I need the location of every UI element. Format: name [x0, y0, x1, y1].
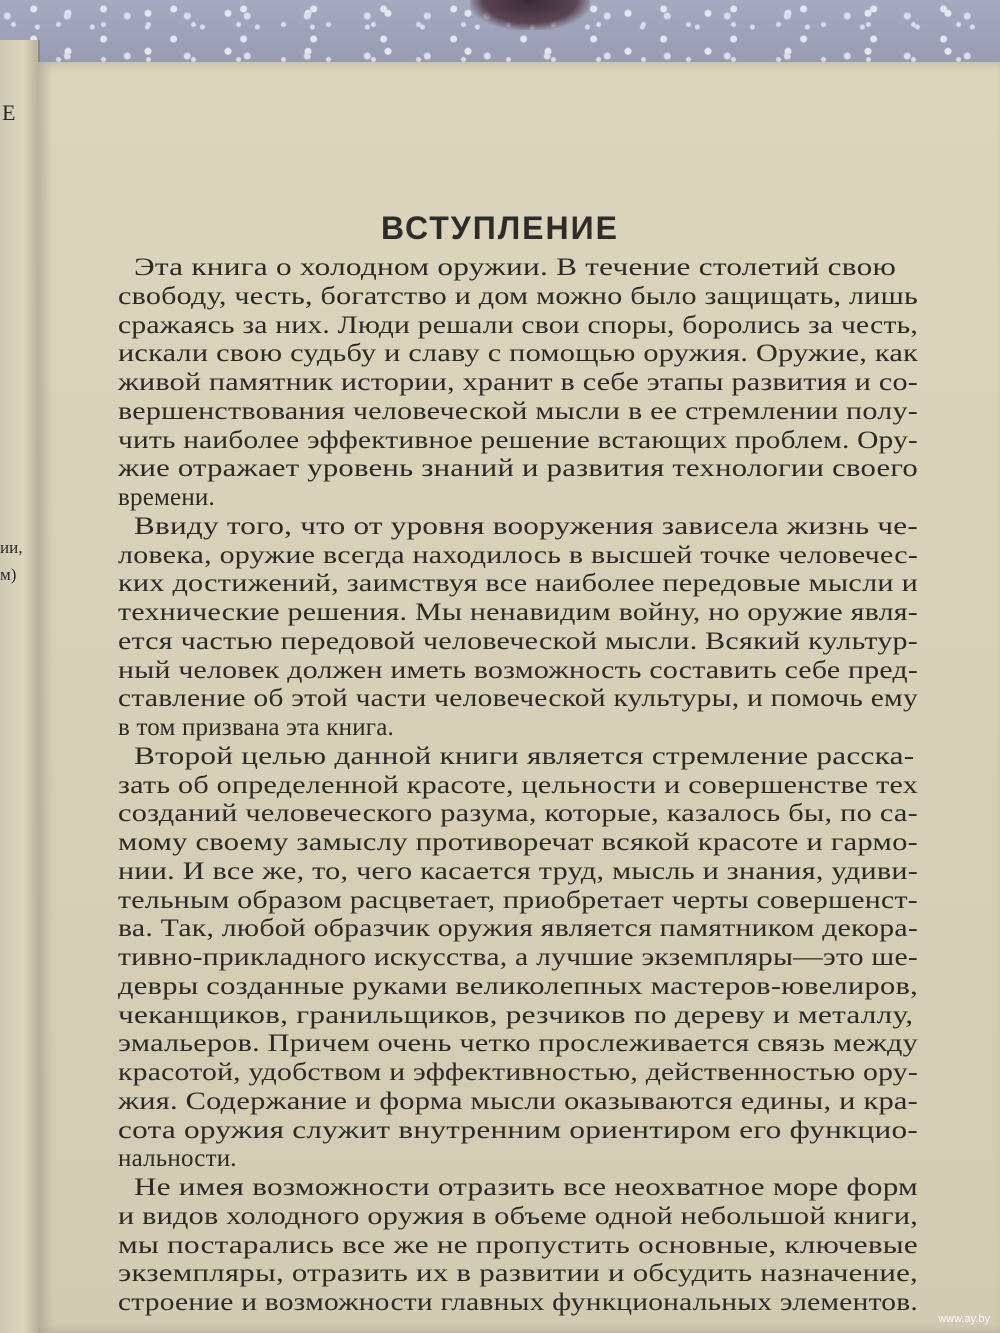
- text-line: девры созданные руками великолепных мастеров-ювелиров,: [118, 972, 918, 1000]
- text-line: ва. Так, любой образчик оружия является памятником декора-: [118, 915, 918, 943]
- text-line: живой памятник истории, хранит в себе этапы развития и со-: [118, 369, 919, 396]
- text-line: времени.: [118, 484, 215, 511]
- text-line: нии. И все же, то, чего касается труд, мысль и знания, удиви-: [118, 857, 919, 885]
- page-title: ВСТУПЛЕНИЕ: [381, 210, 619, 246]
- text-line: Второй целью данной книги является стремление расска-: [134, 742, 915, 770]
- text-line: тельным образом расцветает, приобретает черты совершенст-: [118, 886, 918, 914]
- text-line: Эта книга о холодном оружии. В течение столетий свою: [134, 254, 897, 281]
- text-line: сражаясь за них. Люди решали свои споры, боролись за честь,: [118, 311, 919, 339]
- fabric-pattern: [470, 0, 590, 30]
- text-line: зать об определенной красоте, цельности и совершенстве тех: [118, 771, 919, 799]
- text-line: Не имея возможности отразить все неохватное море форм: [134, 1174, 918, 1201]
- text-line: красотой, удобством и эффективностью, действенностью ору-: [118, 1059, 918, 1086]
- text-line: чеканщиков, гранильщиков, резчиков по дереву и металлу,: [118, 1001, 914, 1029]
- text-line: жия. Содержание и форма мысли оказываются едины, и кра-: [118, 1087, 919, 1115]
- text-line: Ввиду того, что от уровня вооружения зависела жизнь че-: [134, 512, 918, 540]
- text-line: вершенствования человеческой мысли в ее стремлении полу-: [118, 397, 919, 425]
- text-line: экземпляры, отразить их в развитии и обсудить назначение,: [118, 1260, 919, 1288]
- text-line: технические решения. Мы ненавидим войну, но оружие явля-: [118, 599, 918, 626]
- text-line: жие отражает уровень знаний и развития технологии своего: [118, 455, 918, 483]
- text-line: в том призвана эта книга.: [118, 714, 394, 741]
- left-page-fragment: Е: [2, 100, 16, 125]
- text-line: ловека, оружие всегда находилось в высшей точке человечес-: [118, 541, 919, 569]
- text-line: эмальеров. Причем очень четко прослеживается связь между: [118, 1030, 919, 1058]
- text-line: ставление об этой части человеческой культуры, и помочь ему: [118, 685, 918, 713]
- text-line: чить наиболее эффективное решение встающих проблем. Ору-: [118, 426, 919, 454]
- text-line: ный человек должен иметь возможность составить себе пред-: [118, 656, 919, 684]
- text-line: нальности.: [118, 1145, 237, 1173]
- text-line: искали свою судьбу и славу с помощью оружия. Оружие, как: [118, 340, 918, 368]
- text-line: и видов холодного оружия в объеме одной небольшой книги,: [118, 1202, 919, 1230]
- text-line: мому своему замыслу противоречат всякой красоте и гармо-: [118, 829, 919, 856]
- text-line: ких достижений, заимствуя все наиболее передовые мысли и: [118, 570, 918, 598]
- text-line: ется частью передовой человеческой мысли. Всякий культур-: [118, 627, 919, 655]
- text-line: созданий человеческого разума, которые, казалось бы, по са-: [118, 800, 918, 828]
- text-line: тивно-прикладного искусства, а лучшие экземпляры—это ше-: [118, 944, 918, 971]
- watermark: www.ay.by: [938, 1313, 990, 1325]
- text-line: мы постарались все же не пропустить основные, ключевые: [118, 1231, 918, 1259]
- left-page-fragment: ии,: [0, 538, 23, 557]
- text-line: сота оружия служит внутренним ориентиром его функцио-: [118, 1116, 918, 1144]
- text-line: строение и возможности главных функциональных элементов.: [118, 1289, 918, 1316]
- left-page-fragment: м): [0, 565, 17, 584]
- text-line: свободу, честь, богатство и дом можно было защищать, лишь: [118, 282, 918, 310]
